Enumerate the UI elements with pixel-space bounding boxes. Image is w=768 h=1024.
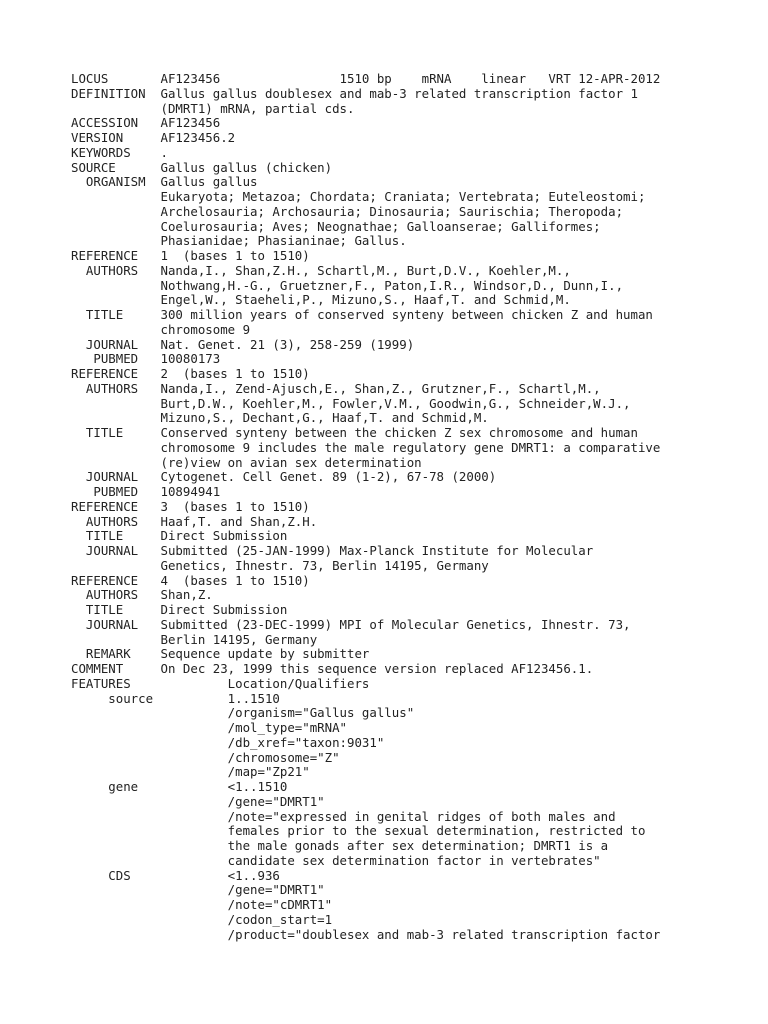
record-line: ACCESSION AF123456 (71, 115, 221, 131)
record-line: REMARK Sequence update by submitter (71, 646, 370, 662)
record-line: JOURNAL Submitted (23-DEC-1999) MPI of Molecular Genetics, Ihnestr. 73, (71, 616, 631, 632)
record-line: (DMRT1) mRNA, partial cds. (71, 100, 355, 116)
record-line: KEYWORDS . (71, 144, 168, 160)
record-line: CDS <1..936 (71, 867, 280, 883)
genbank-record (71, 72, 768, 942)
record-line: /db_xref="taxon:9031" (71, 734, 385, 750)
record-line: Archelosauria; Archosauria; Dinosauria; Saurischia; Theropoda; (71, 203, 624, 219)
record-line: /codon_start=1 (71, 911, 333, 927)
record-line: COMMENT On Dec 23, 1999 this sequence version replaced AF123456.1. (71, 661, 594, 676)
record-line: /chromosome="Z" (71, 749, 340, 765)
record-line: chromosome 9 includes the male regulatory gene DMRT1: a comparative (71, 439, 661, 455)
record-line: candidate sex determination factor in vertebrates" (71, 852, 601, 868)
record-line: Burt,D.W., Koehler,M., Fowler,V.M., Goodwin,G., Schneider,W.J., (71, 395, 631, 411)
record-line: TITLE 300 million years of conserved synteny between chicken Z and human (71, 307, 653, 322)
record-line: AUTHORS Shan,Z. (71, 587, 213, 603)
record-line: /mol_type="mRNA" (71, 720, 348, 735)
record-line: AUTHORS Haaf,T. and Shan,Z.H. (71, 513, 318, 529)
record-line: females prior to the sexual determination, restricted to (71, 823, 646, 839)
record-line: Engel,W., Staeheli,P., Mizuno,S., Haaf,T. and Schmid,M. (71, 292, 571, 308)
record-line: REFERENCE 2 (bases 1 to 1510) (71, 366, 310, 381)
record-line: VERSION AF123456.2 (71, 130, 236, 145)
record-line: REFERENCE 1 (bases 1 to 1510) (71, 248, 310, 263)
record-line: DEFINITION Gallus gallus doublesex and mab-3 related transcription factor 1 (71, 85, 638, 101)
record-line: FEATURES Location/Qualifiers (71, 675, 370, 691)
record-line: TITLE Direct Submission (71, 602, 288, 617)
record-line: ORGANISM Gallus gallus (71, 174, 258, 190)
record-line: Nothwang,H.-G., Gruetzner,F., Paton,I.R., Windsor,D., Dunn,I., (71, 277, 624, 293)
record-line: PUBMED 10080173 (71, 351, 221, 367)
record-line: Berlin 14195, Germany (71, 631, 318, 647)
record-line: the male gonads after sex determination; DMRT1 is a (71, 838, 609, 853)
record-line: Coelurosauria; Aves; Neognathae; Galloanserae; Galliformes; (71, 218, 601, 234)
record-line: /gene="DMRT1" (71, 793, 325, 809)
record-line: JOURNAL Submitted (25-JAN-1999) Max-Planck Institute for Molecular (71, 543, 594, 558)
record-line: /map="Zp21" (71, 764, 310, 780)
record-line: TITLE Conserved synteny between the chicken Z sex chromosome and human (71, 425, 638, 440)
record-line: AUTHORS Nanda,I., Shan,Z.H., Schartl,M., Burt,D.V., Koehler,M., (71, 262, 571, 278)
record-line: /product="doublesex and mab-3 related transcription factor (71, 926, 661, 942)
record-line: (re)view on avian sex determination (71, 454, 422, 470)
record-line: source 1..1510 (71, 690, 280, 706)
record-line: TITLE Direct Submission (71, 528, 288, 544)
record-line: SOURCE Gallus gallus (chicken) (71, 159, 333, 175)
record-line: Phasianidae; Phasianinae; Gallus. (71, 233, 407, 249)
record-line: /note="cDMRT1" (71, 897, 333, 912)
record-line: LOCUS AF123456 1510 bp mRNA linear VRT 12-APR-2012 (71, 71, 661, 86)
record-line: REFERENCE 3 (bases 1 to 1510) (71, 498, 310, 514)
record-line: Genetics, Ihnestr. 73, Berlin 14195, Germany (71, 557, 489, 573)
record-line: AUTHORS Nanda,I., Zend-Ajusch,E., Shan,Z., Grutzner,F., Schartl,M., (71, 380, 601, 396)
record-line: /organism="Gallus gallus" (71, 705, 415, 721)
record-line: JOURNAL Cytogenet. Cell Genet. 89 (1-2), 67-78 (2000) (71, 469, 497, 485)
record-line: /gene="DMRT1" (71, 882, 325, 898)
record-line: Eukaryota; Metazoa; Chordata; Craniata; Vertebrata; Euteleostomi; (71, 189, 646, 204)
record-line: gene <1..1510 (71, 779, 288, 794)
record-line: REFERENCE 4 (bases 1 to 1510) (71, 572, 310, 588)
record-line: PUBMED 10894941 (71, 484, 221, 499)
record-line: Mizuno,S., Dechant,G., Haaf,T. and Schmid,M. (71, 410, 489, 426)
record-line: JOURNAL Nat. Genet. 21 (3), 258-259 (1999) (71, 336, 415, 352)
record-line: /note="expressed in genital ridges of both males and (71, 808, 616, 824)
record-line: chromosome 9 (71, 321, 251, 337)
